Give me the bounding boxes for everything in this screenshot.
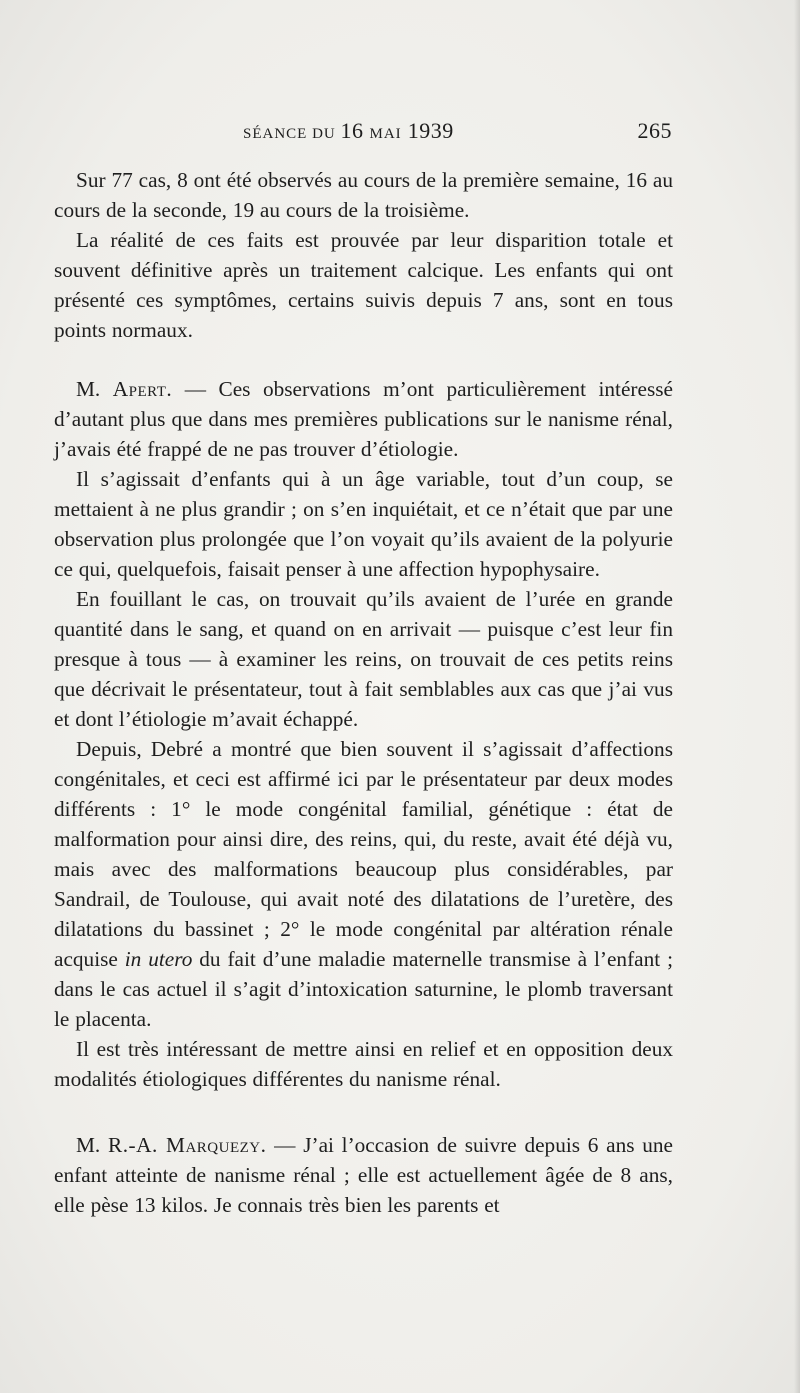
speaker-initial: M. (76, 377, 113, 401)
paragraph (54, 734, 673, 1034)
paragraph: En fouillant le cas, on trouvait qu’ils avaient de l’urée en grande quantité dans le sang, et quand on en arrivait — puisque c’est leur fin presque à tous — à examiner les reins, on trouvait de ces petits reins que décrivait le présentateur, tout à fait semblables aux cas que j’ai vus et dont l’étiologie m’avait échappé. (54, 587, 673, 731)
paragraph: La réalité de ces faits est prouvée par leur disparition totale et souvent définitive après un traitement calcique. Les enfants qui ont présenté ces symptômes, certains suivis depuis 7 ans, sont en tous points normaux. (54, 228, 673, 342)
body-text (54, 165, 673, 1220)
paragraph: Il s’agissait d’enfants qui à un âge variable, tout d’un coup, se mettaient à ne plus grandir ; on s’en inquiétait, et ce n’était que par une observation plus prolongée que l’on voyait qu’ils avaient de la polyurie ce qui, quelquefois, faisait penser à une affection hypophysaire. (54, 467, 673, 581)
paragraph-text: du fait d’une maladie maternelle transmise à l’enfant ; dans le cas actuel il s’agit d’intoxication saturnine, le plomb traversant le placenta. (54, 947, 673, 1031)
speaker-dash: — (266, 1133, 304, 1157)
paragraph: Sur 77 cas, 8 ont été observés au cours de la première semaine, 16 au cours de la seconde, 19 au cours de la troisième. (54, 168, 673, 222)
paragraph-marquezy (54, 1130, 673, 1220)
running-header (55, 118, 672, 152)
running-title (243, 118, 454, 144)
paragraph-text: Ces observations m’ont particulièrement intéressé d’autant plus que dans mes premières publications sur le nanisme rénal, j’avais été frappé de ne pas trouver d’étiologie. (54, 377, 673, 461)
header-prefix: SÉANCE DU (243, 126, 341, 142)
header-year: 1939 (407, 118, 454, 143)
speaker-dash: — (172, 377, 219, 401)
italic-phrase: in utero (124, 947, 193, 971)
speaker-initial: M. (76, 1133, 108, 1157)
paragraph-text: Depuis, Debré a montré que bien souvent il s’agissait d’affections congénitales, et ceci est affirmé ici par le présentateur par deux modes différents : 1° le mode congénital familial, génétique : état de malformation pour ainsi dire, des reins, qui, du reste, avait été déjà vu, mais avec des malformations beaucoup plus considérables, par Sandrail, de Toulouse, qui avait noté des dilatations de l’uretère, des dilatations du bassinet ; 2° le mode congénital par altération rénale acquise (54, 737, 673, 971)
page-gutter-shadow (794, 0, 800, 1393)
header-month: MAI (369, 126, 402, 142)
paragraph: Il est très intéressant de mettre ainsi en relief et en opposition deux modalités étiologiques différentes du nanisme rénal. (54, 1037, 673, 1091)
speaker-name: Apert. (112, 377, 173, 401)
page-number: 265 (637, 118, 672, 143)
paragraph-text: J’ai l’occasion de suivre depuis 6 ans une enfant atteinte de nanisme rénal ; elle est actuellement âgée de 8 ans, elle pèse 13 kilos. Je connais très bien les parents et (54, 1133, 673, 1217)
paragraph-apert (54, 374, 673, 464)
header-day: 16 (340, 118, 364, 143)
speaker-name: R.-A. Marquezy. (107, 1133, 267, 1157)
